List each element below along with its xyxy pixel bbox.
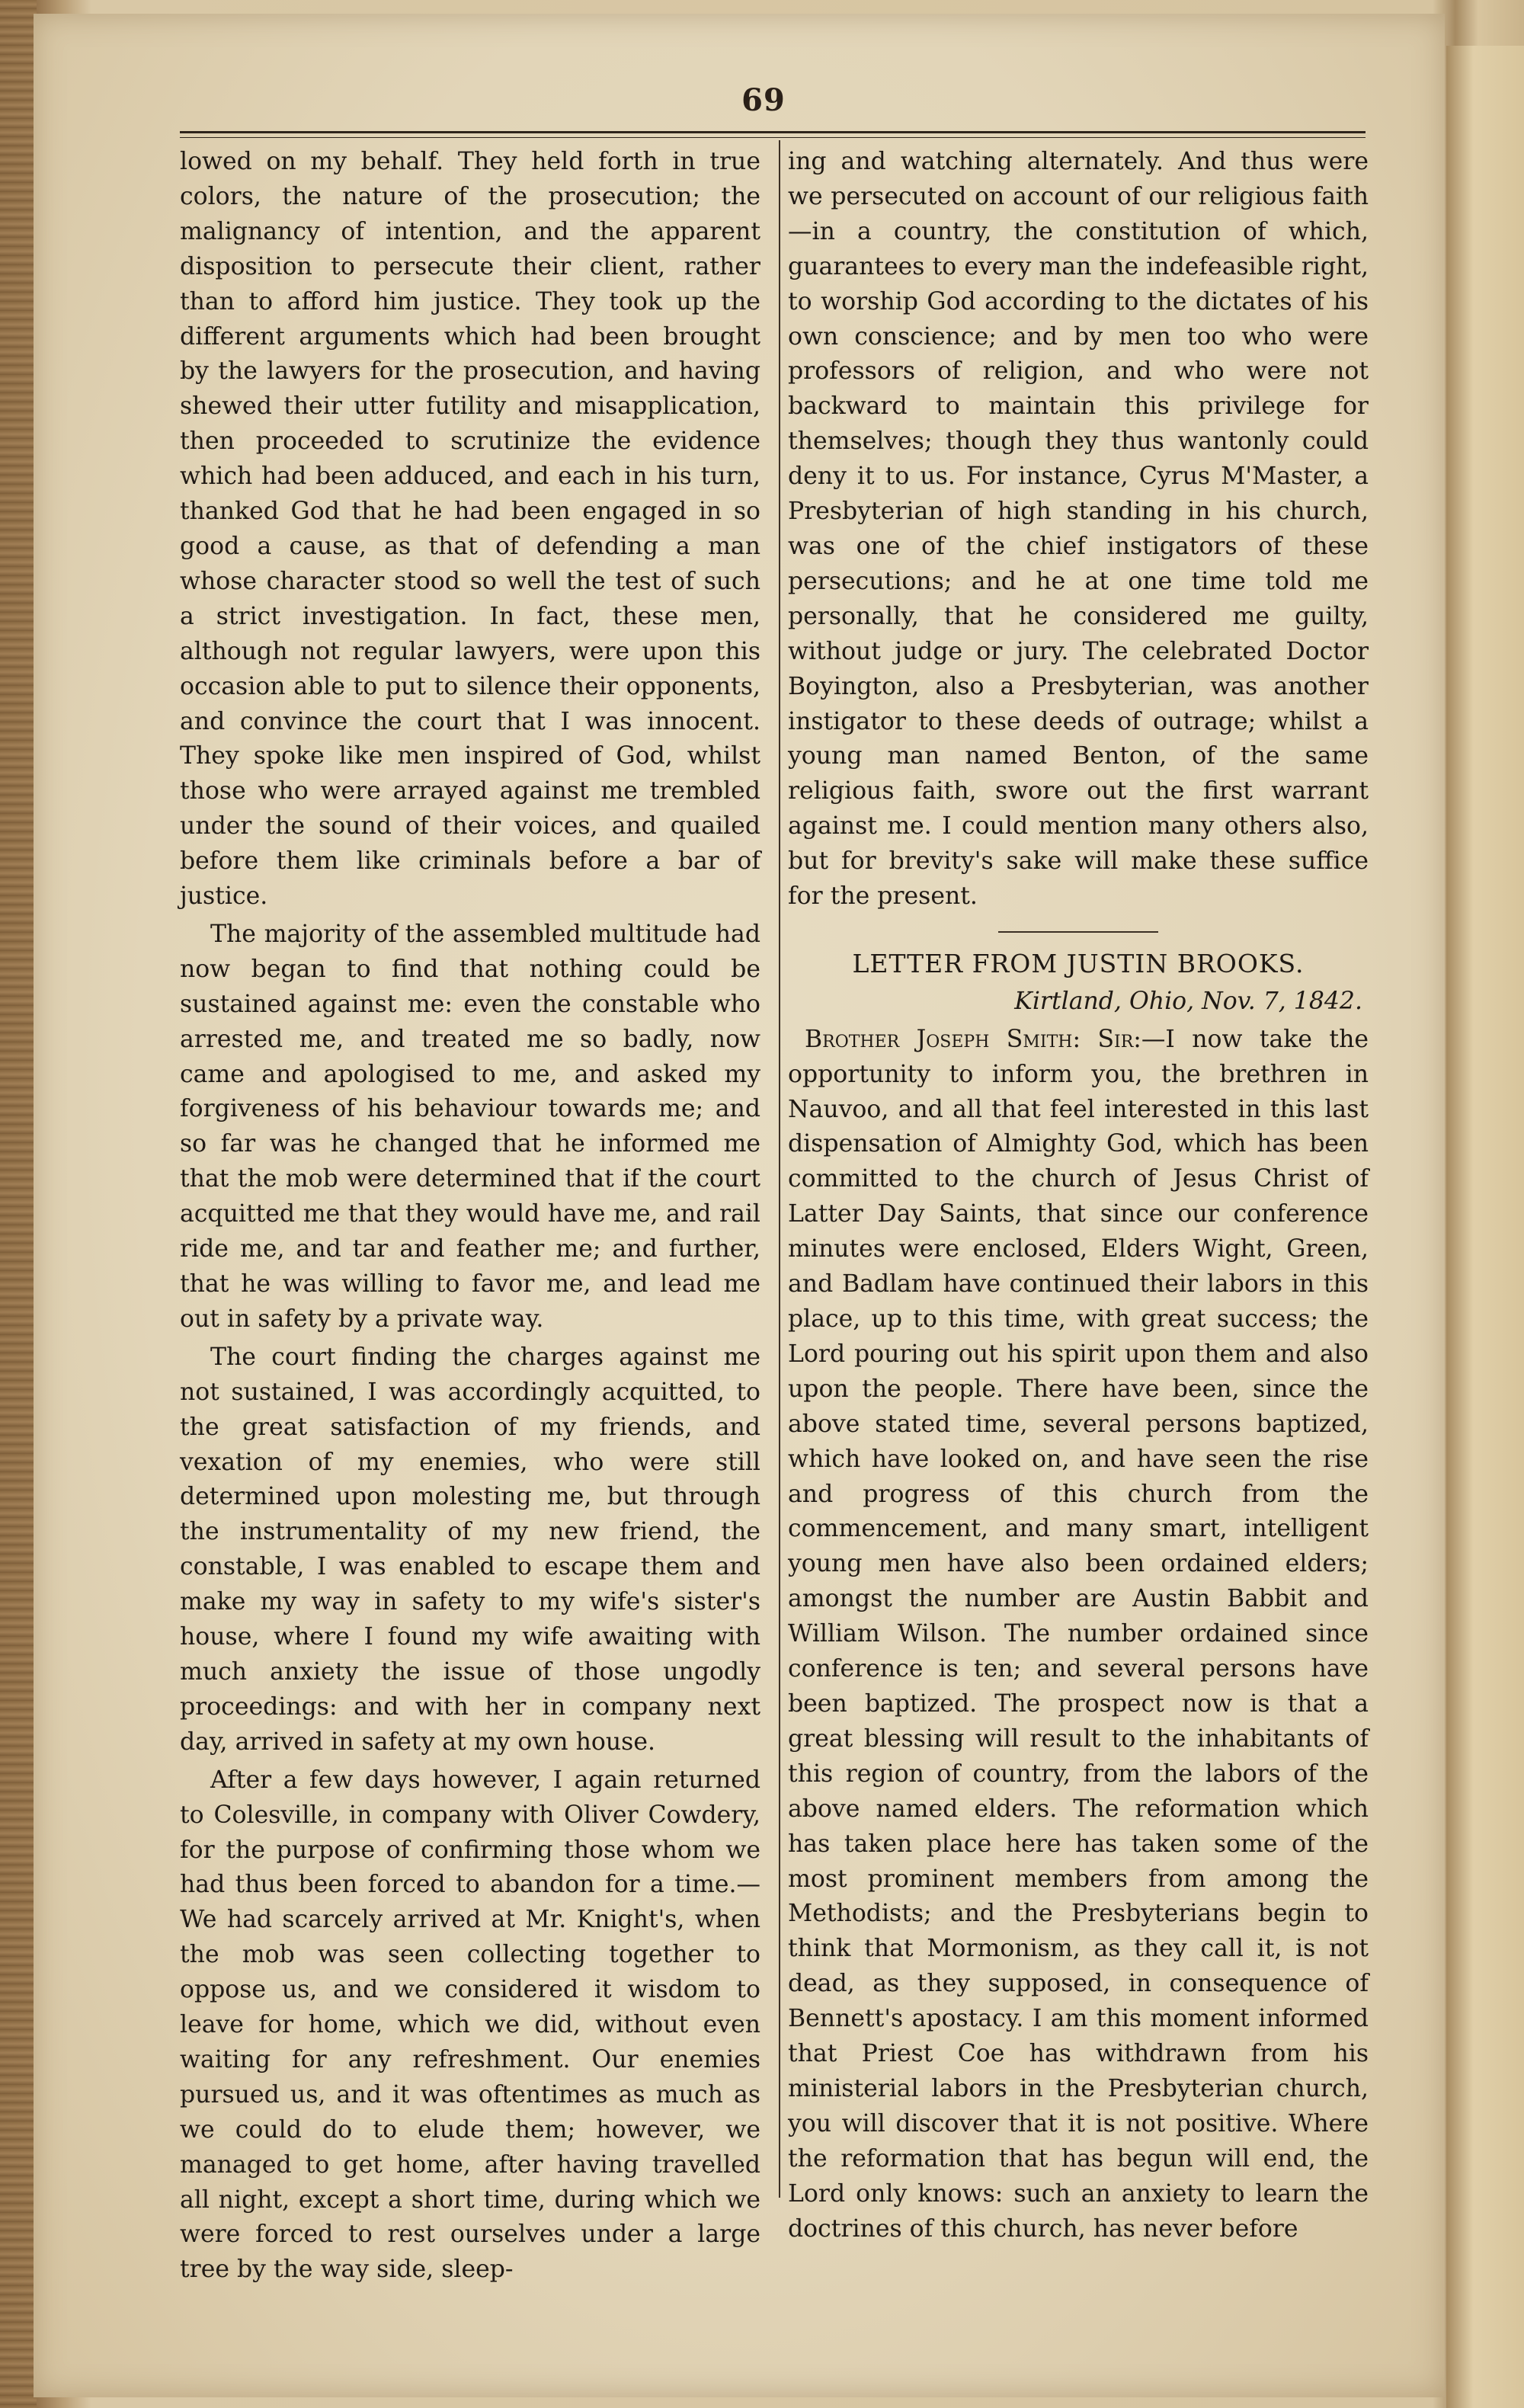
letter-body-text: —I now take the opportunity to inform you, the brethren in Nauvoo, and all that feel interested in this last dispensation of Almighty God, which has been committed to the church of Jesus Christ of Latter Day Saints, that since our conference minutes were enclosed, Elders Wight, Green, and Badlam have continued their labors in this place, up to this time, with great success; the Lord pouring out his spirit upon them and also upon the people. There have been, since the above stated time, several persons baptized, which have looked on, and have seen the rise and progress of this church from the commencement, and many smart, intelligent young men have also been ordained elders; amongst the number are Austin Babbit and William Wilson. The number ordained since conference is ten; and several persons have been baptized. The prospect now is that a great blessing will result to the inhabitants of this region of country, from the labors of the above named elders. The reformation which has taken place here has taken some of the most prominent members from among the Methodists; and the Presbyterians begin to think that Mormonism, as they call it, is not dead, as they supposed, in consequence of Bennett's apostacy. I am this moment informed that Priest Coe has withdrawn from his ministerial labors in the Presbyterian church, you will discover that it is not positive. Where the reformation that has begun will end, the Lord only knows: such an anxiety to learn the doctrines of this church, has never before (788, 1025, 1369, 2243)
right-paragraph: ing and watching alternately. And thus were we persecuted on account of our religious faith —in a country, the constitution of which, guarantees to every man the indefeasible right, to worship God according to the dictates of his own conscience; and by men too who were professors of religion, and who were not backward to maintain this privilege for themselves; though they thus wantonly could deny it to us. For instance, Cyrus M'Master, a Presbyterian of high standing in his church, was one of the chief instigators of these persecutions; and he at one time told me personally, that he considered me guilty, without judge or jury. The celebrated Doctor Boyington, also a Presbyterian, was another instigator to these deeds of outrage; whilst a young man named Benton, of the same religious faith, swore out the first warrant against me. I could mention many others also, but for brevity's sake will make these suffice for the present. (788, 148, 1369, 911)
header-rule-thin (180, 137, 1366, 138)
book-binding-edge (0, 0, 37, 2408)
letter-salutation: Brother Joseph Smith: (805, 1025, 1081, 1053)
left-paragraph: lowed on my behalf. They held forth in true colors, the nature of the prosecution; the malignancy of intention, and the apparent disposition to persecute their client, rather than to afford him justice. They took up the different arguments which had been brought by the lawyers for the prosecution, and having shewed their utter futility and misapplication, then proceeded to scrutinize the evidence which had been adduced, and each in his turn, thanked God that he had been engaged in so good a cause, as that of defending a man whose character stood so well the test of such a strict investigation. In fact, these men, although not regular lawyers, were upon this occasion able to put to silence their opponents, and convince the court that I was innocent. They spoke like men inspired of God, whilst those who were arrayed against me trembled under the sound of their voices, and quailed before them like criminals before a bar of justice. (180, 148, 760, 911)
left-paragraph: The majority of the assembled multitude had now began to find that nothing could be sustained against me: even the constable who arrested me, and treated me so badly, now came and apologised to me, and asked my forgiveness of his behaviour towards me; and so far was he changed that he informed me that the mob were determined that if the court acquitted me that they would have me, and rail ride me, and tar and feather me; and further, that he was willing to favor me, and lead me out in safety by a private way. (180, 920, 760, 1333)
letter-body (788, 1023, 1369, 2247)
header-rule (180, 131, 1366, 133)
section-separator (998, 931, 1158, 933)
left-paragraph: After a few days however, I again returned to Colesville, in company with Oliver Cowdery, for the purpose of confirming those whom we had thus been forced to abandon for a time.—We had scarcely arrived at Mr. Knight's, when the mob was seen collecting together to oppose us, and we considered it wisdom to leave for home, which we did, without even waiting for any refreshment. Our enemies pursued us, and it was oftentimes as much as we could do to elude them; however, we managed to get home, after having travelled all night, except a short time, during which we were forced to rest ourselves under a large tree by the way side, sleep- (180, 1766, 760, 2284)
adjacent-page-edge (1446, 46, 1524, 2408)
letter-title: LETTER FROM JUSTIN BROOKS. (852, 948, 1305, 978)
letter-place-date: Kirtland, Ohio, Nov. 7, 1842. (1014, 987, 1362, 1015)
letter-salutation-sir: Sir: (1097, 1025, 1141, 1053)
page-number: 69 (741, 82, 786, 118)
left-paragraph: The court finding the charges against me not sustained, I was accordingly acquitted, to the great satisfaction of my friends, and vexation of my enemies, who were still determined upon molesting me, but through the instrumentality of my new friend, the constable, I was enabled to escape them and make my way in safety to my wife's sister's house, where I found my wife awaiting with much anxiety the issue of those ungodly proceedings: and with her in company next day, arrived in safety at my own house. (180, 1343, 760, 1756)
right-column (779, 145, 1369, 2246)
left-column (180, 145, 760, 2288)
